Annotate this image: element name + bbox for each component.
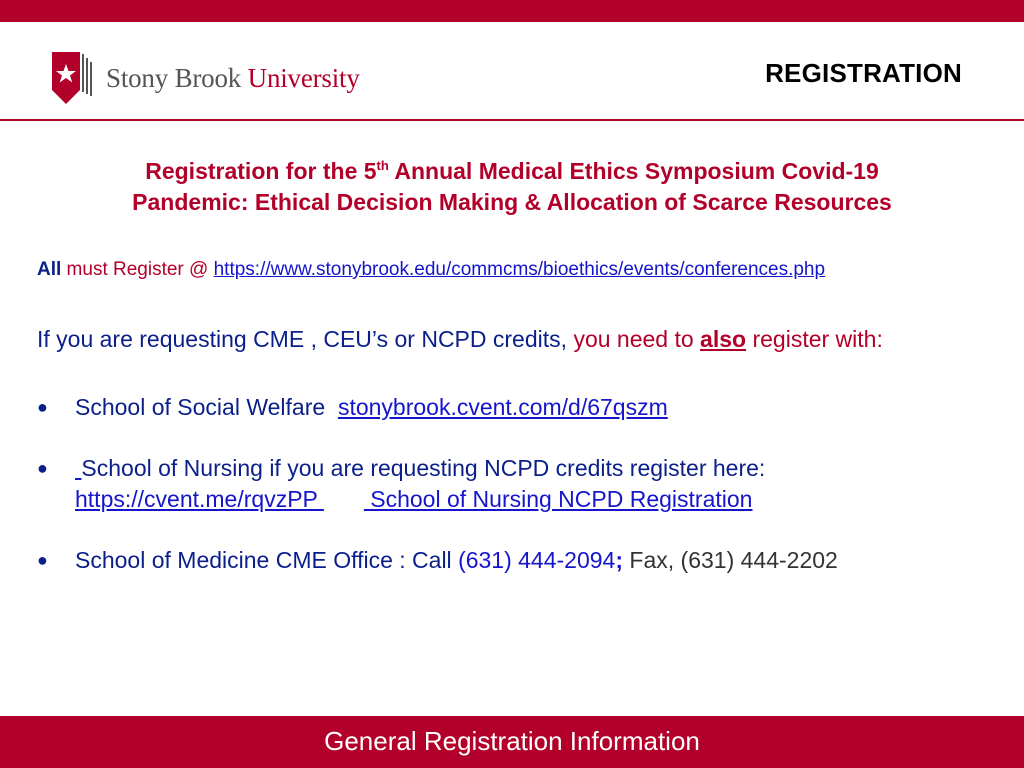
register-instruction xyxy=(37,259,825,281)
credits-also-emphasis: also xyxy=(700,326,747,352)
title-line-1-pre: Registration for the 5 xyxy=(145,158,377,184)
title-line-1-post: Annual Medical Ethics Symposium Covid-19 xyxy=(388,158,879,184)
title-superscript: th xyxy=(376,158,389,173)
university-logo[interactable] xyxy=(50,50,360,106)
top-accent-bar xyxy=(0,0,1024,22)
credits-text: If you are requesting CME , CEU’s or NCPD credits, xyxy=(37,326,574,352)
section-title: REGISTRATION xyxy=(765,58,962,88)
register-text: must Register @ xyxy=(61,259,214,280)
medicine-fax: Fax, (631) 444-2202 xyxy=(623,547,838,573)
medicine-separator: ; xyxy=(615,547,624,573)
social-welfare-link[interactable]: stonybrook.cvent.com/d/67qszm xyxy=(337,394,668,420)
header xyxy=(0,22,1024,120)
registration-options-list xyxy=(37,392,997,576)
nursing-label: School of Nursing if you are requesting NCPD credits register here: xyxy=(81,455,766,481)
register-all-label: All xyxy=(37,259,62,280)
logo-text-university: University xyxy=(247,62,360,93)
nursing-ncpd-registration-link[interactable]: School of Nursing NCPD Registration xyxy=(363,486,753,512)
page-title xyxy=(0,156,1024,218)
conference-registration-link[interactable]: https://www.stonybrook.edu/commcms/bioethics/events/conferences.php xyxy=(213,259,826,280)
credits-need-text: you need to xyxy=(573,326,701,352)
social-welfare-label: School of Social Welfare xyxy=(75,394,338,420)
bullet-dot-icon: ● xyxy=(37,458,48,478)
footer-text: General Registration Information xyxy=(324,726,700,756)
logo-text-main: Stony Brook xyxy=(106,62,242,93)
list-item-medicine xyxy=(37,545,997,576)
medicine-label: School of Medicine CME Office : Call xyxy=(75,547,459,573)
credits-instruction xyxy=(37,326,883,353)
header-divider xyxy=(0,119,1024,121)
bullet-dot-icon: ● xyxy=(37,397,48,417)
footer-bar xyxy=(0,716,1024,768)
nursing-cvent-link[interactable]: https://cvent.me/rqvzPP xyxy=(75,486,324,512)
title-line-1 xyxy=(0,156,1024,187)
credits-tail-text: register with: xyxy=(746,326,883,352)
medicine-phone[interactable]: (631) 444-2094 xyxy=(458,547,616,573)
title-line-2: Pandemic: Ethical Decision Making & Allocation of Scarce Resources xyxy=(132,189,892,215)
logo-wordmark xyxy=(106,63,360,94)
list-item-nursing xyxy=(37,453,997,515)
bullet-dot-icon: ● xyxy=(37,550,48,570)
list-item-social-welfare xyxy=(37,392,997,423)
stony-brook-shield-icon xyxy=(50,50,94,106)
